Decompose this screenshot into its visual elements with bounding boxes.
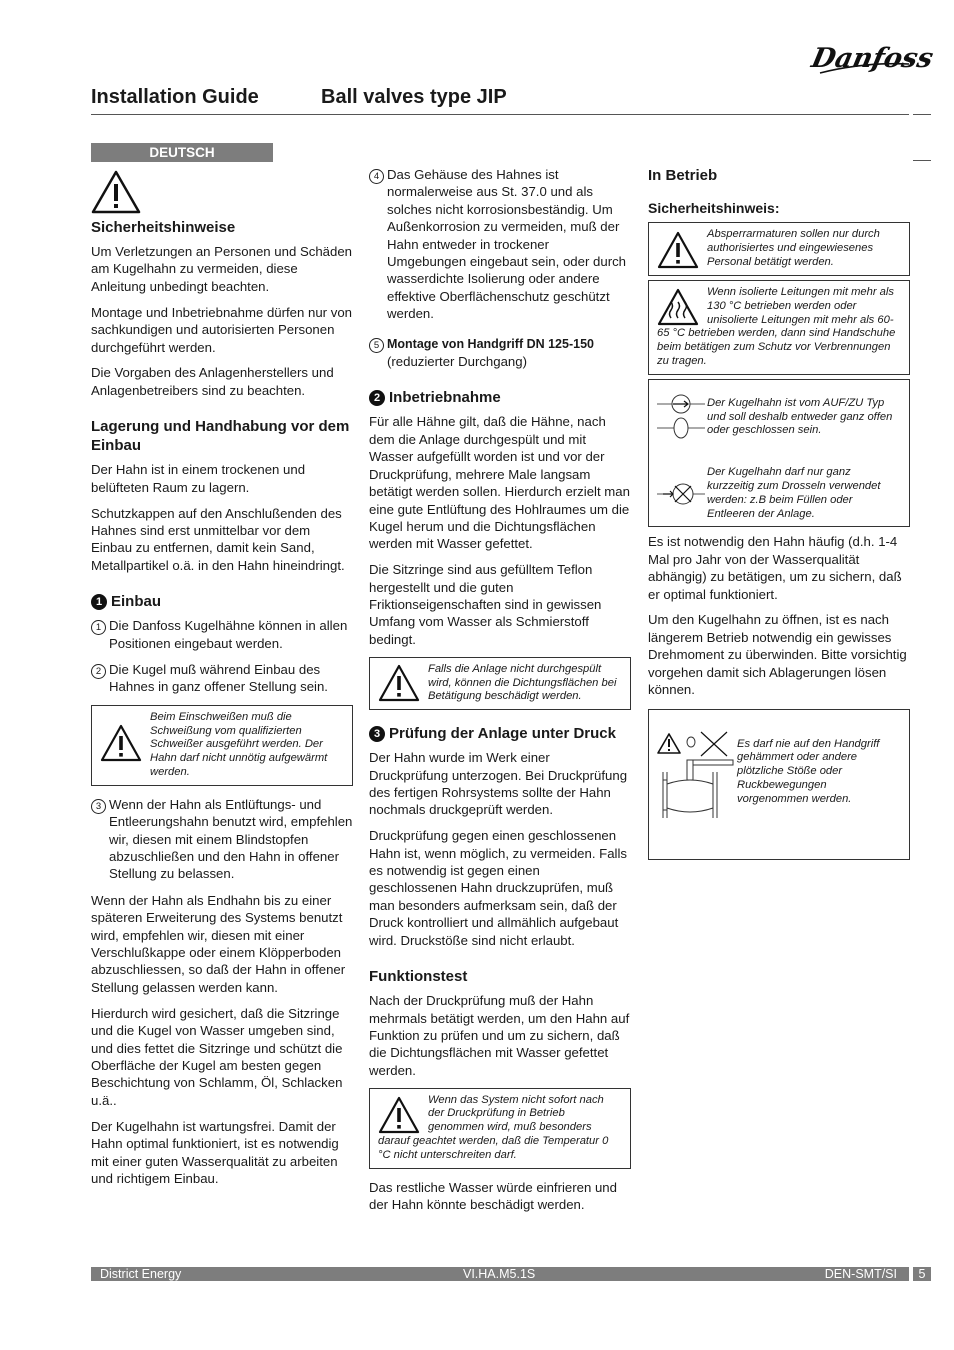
paragraph: Die Vorgaben des Anlagenherstellers und Anlagenbetreibers sind zu beachten. [91,365,334,398]
warning-icon [657,231,699,269]
section-number: 1 [91,594,107,610]
column-3 [648,166,910,870]
paragraph: Der Kugelhahn ist wartungsfrei. Damit der Hahn optimal funktioniert, ist es notwendig mit einer guten Wasserqualität zu arbeiten und richtigem Einbau. [91,1118,339,1186]
safety-heading: Sicherheitshinweise [91,219,236,236]
storage-heading: Lagerung und Handhabung vor dem Einbau [91,418,350,455]
warning-icon [91,170,141,214]
margin-tick [913,114,931,115]
list-item: 4 Das Gehäuse des Hahnes ist normalerweise aus St. 37.0 und als solches nicht korrosionsbeständig. Um Außenkorrosion zu vermeiden, muß der Hahn entweder in trockener Umgebungen eingebaut sein, oder durch wasserdichte Isolierung oder andere effektive Oberflächenschutz geschützt werden. [369,166,631,323]
section-number: 3 [369,726,385,742]
danfoss-logo [808,40,937,76]
hammer-warning-note: Es darf nie auf den Handgriff gehämmert oder andere plötzliche Stöße oder Ruckbewegungen vorgenommen werden. [648,709,910,860]
pressure-heading: 3 Prüfung der Anlage unter Druck [369,724,631,743]
footer-center: VI.HA.M5.1S [463,1267,536,1281]
paragraph: Schutzkappen auf den Anschlußenden des Hahnes sind erst unmittelbar vor dem Einbau zu entfernen, damit kein Sand, Metallpartikel o.ä. in den Hahn hineindringt. [91,505,345,573]
paragraph: Nach der Druckprüfung muß der Hahn mehrmals betätigt werden, um den Hahn auf Funktion zu prüfen und um zu sichern, daß die Dichtungsflächen mit Wasser gefettet werden. [369,993,630,1078]
commission-heading: 2 Inbetriebnahme [369,388,631,407]
hot-surface-note: Wenn isolierte Leitungen mit mehr als 130 °C betrieben werden oder unisolierte Leitungen mit mehr als 60-65 °C betrieben werden, dann sind Handschuhe beim betätigen zum Schutz vor Verbrennungen zu tragen. [648,280,910,375]
column-1 [91,140,353,1196]
paragraph: Hierdurch wird gesichert, daß die Sitzringe und die Kugel von Wasser umgeben sind, und dies fettet die Sitzringe und schützt die Oberfläche der Kugel am besten gegen Beschichtung von Schlamm, Öl, Schlacken u.ä.. [91,1005,343,1108]
install-heading: 1 Einbau [91,592,353,611]
page-title: Installation Guide [91,86,259,108]
warning-icon [378,664,420,702]
list-item: 3 Wenn der Hahn als Entlüftungs- und Entleerungshahn benutzt wird, empfehlen wir, diesen mit einem Blindstopfen abzuschließen und den Hahn in offener Stellung zu belassen. [91,796,353,883]
warning-note: Beim Einschweißen muß die Schweißung vom qualifizierten Schweißer ausgeführt werden. Der Hahn darf nicht unnötig aufgewärmt werden. [91,705,353,786]
section-number: 2 [369,390,385,406]
paragraph: Es ist notwendig den Hahn häufig (d.h. 1-4 Mal pro Jahr von der Wasserqualität abhängig) zu betätigen, um zu sichern, daß er optimal funktioniert. [648,534,902,602]
paragraph: Der Hahn ist in einem trockenen und belüfteten Raum zu lagern. [91,462,306,495]
note-text: Der Kugelhahn ist vom AUF/ZU Typ und soll deshalb entweder ganz offen oder geschlossen sein. [707,396,893,437]
paragraph: Wenn der Hahn als Endhahn bis zu einer späteren Erweiterung des Systems benutzt wird, empfehlen wir, diesen mit einer Verschlußkappe oder einem Klöpperboden abzuschliessen, so daß der Hahn in offener Stellung gelassen werden kann. [91,892,346,995]
warning-note: Absperrarmaturen sollen nur durch authorisiertes und eingewiesenes Personal betätigt werden. [648,222,910,276]
margin-tick [913,160,931,161]
warning-icon [378,1096,420,1134]
paragraph: Montage und Inbetriebnahme dürfen nur von sachkundigen und autorisierten Personen durchgeführt werden. [91,304,353,355]
column-2 [369,166,631,1222]
paragraph: Um den Kugelhahn zu öffnen, ist es nach längerem Betrieb notwendig ein gewisses Drehmoment zu überwinden. Bitte vorsichtig vorgehen damit sich Ablagerungen lösen können. [648,612,907,698]
list-item: 1 Die Danfoss Kugelhähne können in allen Positionen eingebaut werden. [91,617,353,652]
list-item: 2 Die Kugel muß während Einbau des Hahnes in ganz offener Stellung sein. [91,661,353,696]
valve-position-note [648,379,910,528]
valve-open-icon [655,390,707,440]
paragraph: Die Sitzringe sind aus gefülltem Teflon hergestellt und die guten Friktionseigenschaften sind in gewissen Umfang vom Wasser als Schmierstoff bedingt. [369,562,602,647]
throttle-icon [655,478,707,512]
warning-note: Wenn das System nicht sofort nach der Druckprüfung in Betrieb genommen wird, muß besonders darauf geachtet werden, daß die Temperatur 0 °C nicht unterschreiten darf. [369,1088,631,1169]
warning-note: Falls die Anlage nicht durchgespült wird, können die Dichtungsflächen bei Betätigung beschädigt werden. [369,657,631,710]
footer-right: DEN-SMT/SI [824,1267,897,1281]
list-item: 5 Montage von Handgriff DN 125-150 (reduzierter Durchgang) [369,335,631,371]
page-subtitle: Ball valves type JIP [321,86,507,108]
safety-note-heading: Sicherheitshinweis: [648,200,780,216]
warning-icon [657,728,737,822]
logo-text: Danfoss [808,42,937,74]
function-heading: Funktionstest [369,968,468,986]
footer-left: District Energy [100,1267,182,1281]
footer-bar [91,1267,909,1281]
note-text: Der Kugelhahn darf nur ganz kurzzeitig zum Drosseln verwendet werden: z.B beim Füllen oder Entleeren der Anlage. [707,466,881,520]
paragraph: Druckprüfung gegen einen geschlossenen Hahn ist, wenn möglich, zu vermeiden. Falls es notwendig ist gegen einen geschlossenen Hahn druckzuprüfen, muß man besonders aufmerksam sein, daß der Druck kontrolliert und allmählich aufgebaut wird. Druckstöße sind nicht erlaubt. [369,828,627,948]
hot-surface-icon [657,288,699,326]
paragraph: Das restliche Wasser würde einfrieren und der Hahn könnte beschädigt werden. [369,1179,617,1213]
warning-icon [100,724,142,762]
operation-heading: In Betrieb [648,167,718,184]
paragraph: Um Verletzungen an Personen und Schäden am Kugelhahn zu vermeiden, diese Anleitung unbedingt beachten. [91,244,352,294]
paragraph: Der Hahn wurde im Werk einer Druckprüfung unterzogen. Bei Druckprüfung des fertigen Rohrsystems sollte der Hahn nochmals druckgeprüft werden. [369,750,628,818]
language-label: DEUTSCH [91,143,273,162]
header-rule [91,114,909,115]
page-number: 5 [913,1267,931,1281]
paragraph: Für alle Hähne gilt, daß die Hähne, nach dem die Anlage durchgespült und mit Wasser aufgefüllt worden ist und vor der Druckprüfung, mehrere Male langsam betätigt werden sollen. Hierdurch erzielt man eine gute Entlüftung des Hohlraumes um die Kugel herum und die Dichtungsflächen werden mit Wasser gefettet. [369,414,630,552]
